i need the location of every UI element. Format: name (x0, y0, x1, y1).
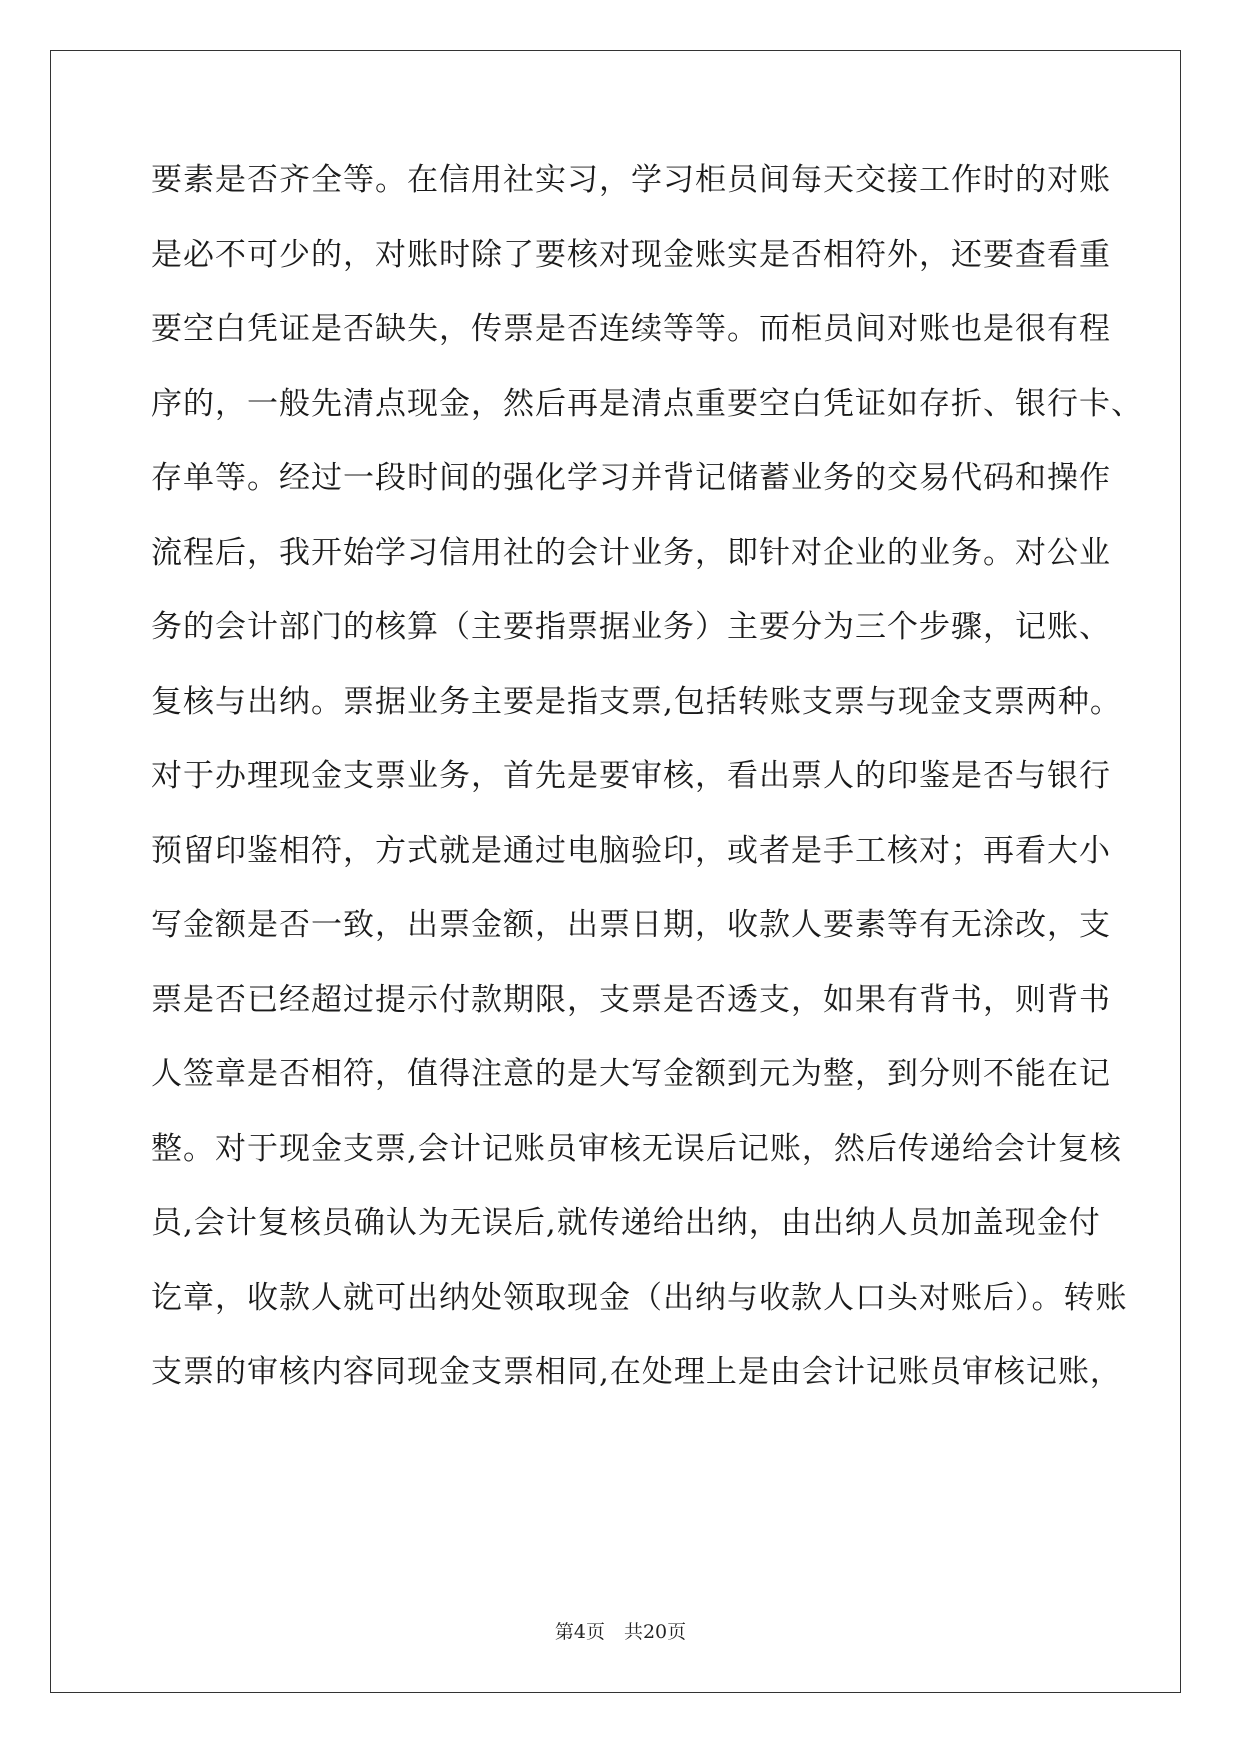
text-line: 存单等。经过一段时间的强化学习并背记储蓄业务的交易代码和操作 (151, 460, 1111, 496)
page-number-footer: 第4页 共20页 (554, 1621, 687, 1643)
text-line: 序的，一般先清点现金，然后再是清点重要空白凭证如存折、银行卡、 (151, 385, 1143, 422)
document-body (151, 160, 1143, 1427)
text-line: 整。对于现金支票,会计记账员审核无误后记账，然后传递给会计复核 (151, 1130, 1122, 1167)
text-line: 要空白凭证是否缺失，传票是否连续等等。而柜员间对账也是很有程 (151, 311, 1111, 347)
text-line: 票是否已经超过提示付款期限，支票是否透支，如果有背书，则背书 (151, 981, 1111, 1018)
text-line: 写金额是否一致，出票金额，出票日期，收款人要素等有无涂改，支 (151, 907, 1111, 943)
text-line: 是必不可少的，对账时除了要核对现金账实是否相符外，还要查看重 (151, 236, 1111, 273)
text-line: 流程后，我开始学习信用社的会计业务，即针对企业的业务。对公业 (151, 534, 1111, 571)
text-line: 务的会计部门的核算（主要指票据业务）主要分为三个步骤，记账、 (151, 609, 1111, 645)
text-line: 讫章，收款人就可出纳处领取现金（出纳与收款人口头对账后）。转账 (151, 1279, 1128, 1316)
text-line: 员,会计复核员确认为无误后,就传递给出纳，由出纳人员加盖现金付 (151, 1205, 1101, 1241)
text-line: 复核与出纳。票据业务主要是指支票,包括转账支票与现金支票两种。 (151, 683, 1122, 720)
text-line: 支票的审核内容同现金支票相同,在处理上是由会计记账员审核记账， (151, 1354, 1122, 1390)
text-line: 对于办理现金支票业务，首先是要审核，看出票人的印鉴是否与银行 (151, 758, 1111, 794)
text-line: 要素是否齐全等。在信用社实习，学习柜员间每天交接工作时的对账 (151, 162, 1111, 198)
text-line: 人签章是否相符，值得注意的是大写金额到元为整，到分则不能在记 (151, 1056, 1111, 1092)
text-line: 预留印鉴相符，方式就是通过电脑验印，或者是手工核对；再看大小 (151, 832, 1111, 869)
